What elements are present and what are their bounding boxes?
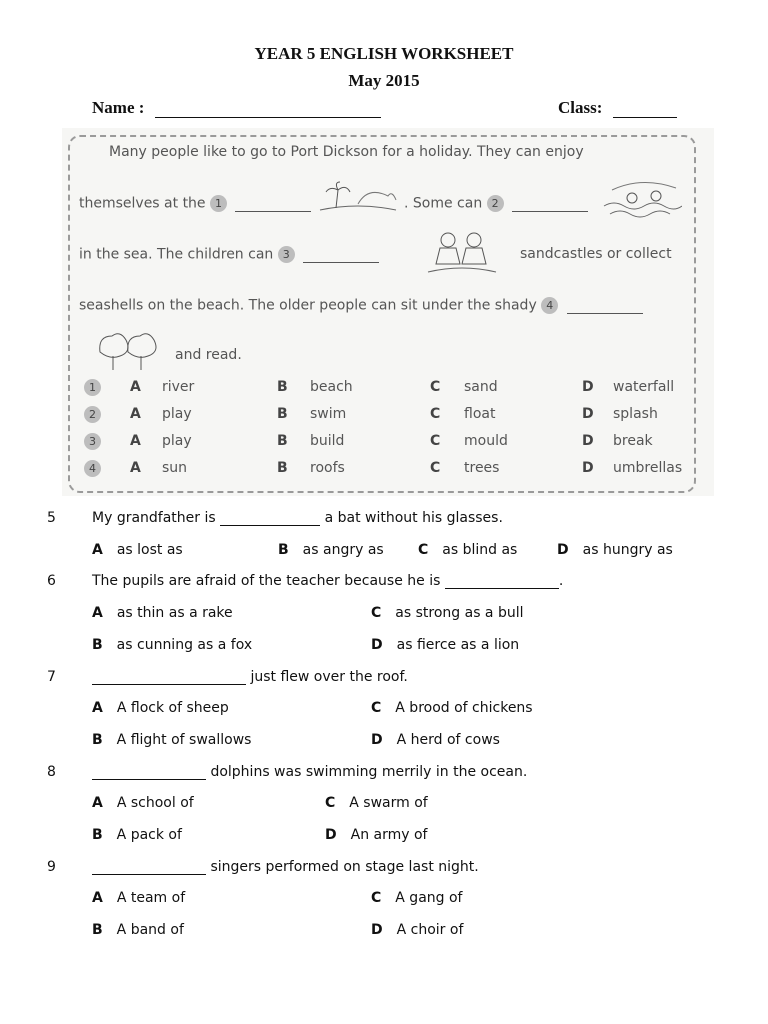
- option-letter: B: [92, 922, 103, 938]
- cloze-option-row: [84, 379, 694, 399]
- answer-option-c[interactable]: [371, 890, 462, 906]
- option-letter: C: [430, 406, 441, 422]
- option-letter: B: [277, 379, 288, 395]
- blank-3[interactable]: [303, 248, 379, 263]
- marker-3: 3: [278, 246, 295, 263]
- question-text-pre: My grandfather is: [92, 510, 216, 526]
- name-label: Name :: [92, 98, 145, 117]
- option-text[interactable]: sand: [464, 379, 498, 395]
- option-text[interactable]: A pack of: [116, 827, 182, 843]
- passage-line-3: [79, 246, 379, 263]
- worksheet-title: YEAR 5 ENGLISH WORKSHEET: [254, 44, 514, 63]
- option-text[interactable]: as angry as: [302, 542, 384, 558]
- option-number: 1: [84, 379, 101, 396]
- option-number: 3: [84, 433, 101, 450]
- blank-2[interactable]: [512, 197, 588, 212]
- answer-option-b[interactable]: [92, 732, 251, 748]
- option-text[interactable]: mould: [464, 433, 508, 449]
- blank-4[interactable]: [567, 299, 643, 314]
- answer-option-b[interactable]: [92, 922, 184, 938]
- option-text[interactable]: as lost as: [116, 542, 183, 558]
- option-text[interactable]: build: [310, 433, 345, 449]
- option-text[interactable]: A school of: [116, 795, 194, 811]
- answer-option-a[interactable]: [92, 890, 185, 906]
- option-letter: A: [92, 605, 103, 621]
- answer-option-d[interactable]: [325, 827, 427, 843]
- option-letter: C: [371, 890, 382, 906]
- passage-text: seashells on the beach. The older people can sit under the shady: [79, 297, 537, 314]
- question-text-pre: The pupils are afraid of the teacher because he is: [92, 573, 441, 589]
- beach-picture: [318, 180, 398, 218]
- trees-picture: [96, 330, 160, 374]
- option-letter: D: [371, 637, 383, 653]
- passage-line-5: and read.: [175, 347, 242, 363]
- question-text-post: singers performed on stage last night.: [210, 859, 479, 875]
- option-text[interactable]: as fierce as a lion: [396, 637, 520, 653]
- name-field: [92, 98, 381, 118]
- option-text[interactable]: beach: [310, 379, 353, 395]
- option-text[interactable]: A gang of: [395, 890, 463, 906]
- passage-line-2: [79, 195, 311, 212]
- passage-text: . Some can: [404, 195, 483, 212]
- option-letter: B: [92, 637, 103, 653]
- class-blank[interactable]: [613, 99, 677, 118]
- option-text[interactable]: A team of: [116, 890, 186, 906]
- option-text[interactable]: A band of: [116, 922, 184, 938]
- option-text[interactable]: sun: [162, 460, 188, 476]
- passage-line-1: Many people like to go to Port Dickson for a holiday. They can enjoy: [109, 144, 584, 160]
- option-text[interactable]: as blind as: [442, 542, 518, 558]
- question-number: 9: [47, 859, 56, 875]
- option-text[interactable]: A flight of swallows: [116, 732, 252, 748]
- option-text[interactable]: break: [613, 433, 653, 449]
- question-text-post: a bat without his glasses.: [324, 510, 503, 526]
- option-letter: D: [582, 433, 594, 449]
- option-letter: A: [92, 795, 103, 811]
- option-text[interactable]: roofs: [310, 460, 345, 476]
- children-sandcastle-picture: [426, 228, 498, 276]
- option-text[interactable]: as thin as a rake: [116, 605, 233, 621]
- question-number: 6: [47, 573, 56, 589]
- question-text: [92, 573, 563, 589]
- option-text[interactable]: river: [162, 379, 195, 395]
- option-letter: B: [277, 406, 288, 422]
- option-text[interactable]: play: [162, 406, 192, 422]
- question-number: 7: [47, 669, 56, 685]
- class-field: [558, 98, 677, 118]
- swimming-picture: [602, 176, 682, 220]
- question-text: [92, 510, 503, 526]
- answer-option-d[interactable]: [371, 637, 519, 653]
- option-letter: D: [582, 379, 594, 395]
- option-letter: C: [371, 605, 382, 621]
- answer-option-b[interactable]: [92, 827, 182, 843]
- answer-option-b[interactable]: [278, 542, 384, 558]
- name-blank[interactable]: [155, 99, 381, 118]
- option-text[interactable]: A choir of: [396, 922, 464, 938]
- passage-text: themselves at the: [79, 195, 206, 212]
- option-letter: D: [582, 460, 594, 476]
- option-letter: B: [277, 433, 288, 449]
- option-letter: B: [92, 827, 103, 843]
- answer-option-d[interactable]: [557, 542, 673, 558]
- option-letter: C: [371, 700, 382, 716]
- answer-option-a[interactable]: [92, 795, 194, 811]
- option-letter: D: [582, 406, 594, 422]
- option-letter: A: [92, 700, 103, 716]
- option-letter: C: [430, 433, 441, 449]
- option-text[interactable]: float: [464, 406, 496, 422]
- question-number: 5: [47, 510, 56, 526]
- class-label: Class:: [558, 98, 603, 117]
- answer-blank[interactable]: [445, 574, 559, 589]
- passage-line-3b: sandcastles or collect: [520, 246, 672, 262]
- option-letter: A: [130, 379, 141, 395]
- answer-option-d[interactable]: [371, 922, 463, 938]
- answer-option-a[interactable]: [92, 700, 229, 716]
- option-text[interactable]: swim: [310, 406, 347, 422]
- question-text: [92, 764, 527, 780]
- option-text[interactable]: A brood of chickens: [395, 700, 533, 716]
- option-letter: A: [92, 542, 103, 558]
- option-text[interactable]: trees: [464, 460, 500, 476]
- option-letter: B: [92, 732, 103, 748]
- option-text[interactable]: splash: [613, 406, 658, 422]
- answer-blank[interactable]: [92, 670, 246, 685]
- question-text: [92, 669, 408, 685]
- option-number: 4: [84, 460, 101, 477]
- option-text[interactable]: A herd of cows: [396, 732, 500, 748]
- option-text[interactable]: as hungry as: [582, 542, 673, 558]
- option-text[interactable]: An army of: [350, 827, 428, 843]
- answer-option-a[interactable]: [92, 605, 233, 621]
- answer-option-a[interactable]: [92, 542, 183, 558]
- marker-2: 2: [487, 195, 504, 212]
- question-number: 8: [47, 764, 56, 780]
- option-letter: D: [325, 827, 337, 843]
- option-letter: D: [371, 922, 383, 938]
- option-letter: C: [325, 795, 336, 811]
- answer-option-c[interactable]: [371, 605, 524, 621]
- option-text[interactable]: as strong as a bull: [395, 605, 524, 621]
- option-letter: D: [557, 542, 569, 558]
- answer-blank[interactable]: [220, 511, 320, 526]
- passage-text: in the sea. The children can: [79, 246, 274, 263]
- option-text[interactable]: play: [162, 433, 192, 449]
- option-text[interactable]: A flock of sheep: [116, 700, 229, 716]
- question-text-post: dolphins was swimming merrily in the ocean.: [210, 764, 528, 780]
- option-text[interactable]: umbrellas: [613, 460, 683, 476]
- option-letter: C: [430, 460, 441, 476]
- option-text[interactable]: as cunning as a fox: [116, 637, 253, 653]
- option-text[interactable]: waterfall: [613, 379, 675, 395]
- option-letter: A: [92, 890, 103, 906]
- option-letter: C: [430, 379, 441, 395]
- passage-line-2b: [404, 195, 588, 212]
- answer-option-c[interactable]: [325, 795, 428, 811]
- option-letter: D: [371, 732, 383, 748]
- option-letter: B: [277, 460, 288, 476]
- answer-blank[interactable]: [92, 860, 206, 875]
- cloze-option-row: [84, 406, 694, 426]
- marker-4: 4: [541, 297, 558, 314]
- option-letter: B: [278, 542, 289, 558]
- worksheet-date: May 2015: [348, 71, 420, 90]
- cloze-option-row: [84, 433, 694, 453]
- question-text: [92, 859, 479, 875]
- option-letter: A: [130, 433, 141, 449]
- option-text[interactable]: A swarm of: [349, 795, 428, 811]
- passage-line-4: [79, 297, 643, 314]
- option-letter: A: [130, 460, 141, 476]
- question-text-post: .: [558, 573, 564, 589]
- answer-option-d[interactable]: [371, 732, 500, 748]
- marker-1: 1: [210, 195, 227, 212]
- option-letter: C: [418, 542, 429, 558]
- cloze-option-row: [84, 460, 694, 480]
- answer-option-c[interactable]: [371, 700, 533, 716]
- answer-option-b[interactable]: [92, 637, 252, 653]
- question-text-post: just flew over the roof.: [250, 669, 408, 685]
- option-number: 2: [84, 406, 101, 423]
- answer-blank[interactable]: [92, 765, 206, 780]
- blank-1[interactable]: [235, 197, 311, 212]
- option-letter: A: [130, 406, 141, 422]
- answer-option-c[interactable]: [418, 542, 517, 558]
